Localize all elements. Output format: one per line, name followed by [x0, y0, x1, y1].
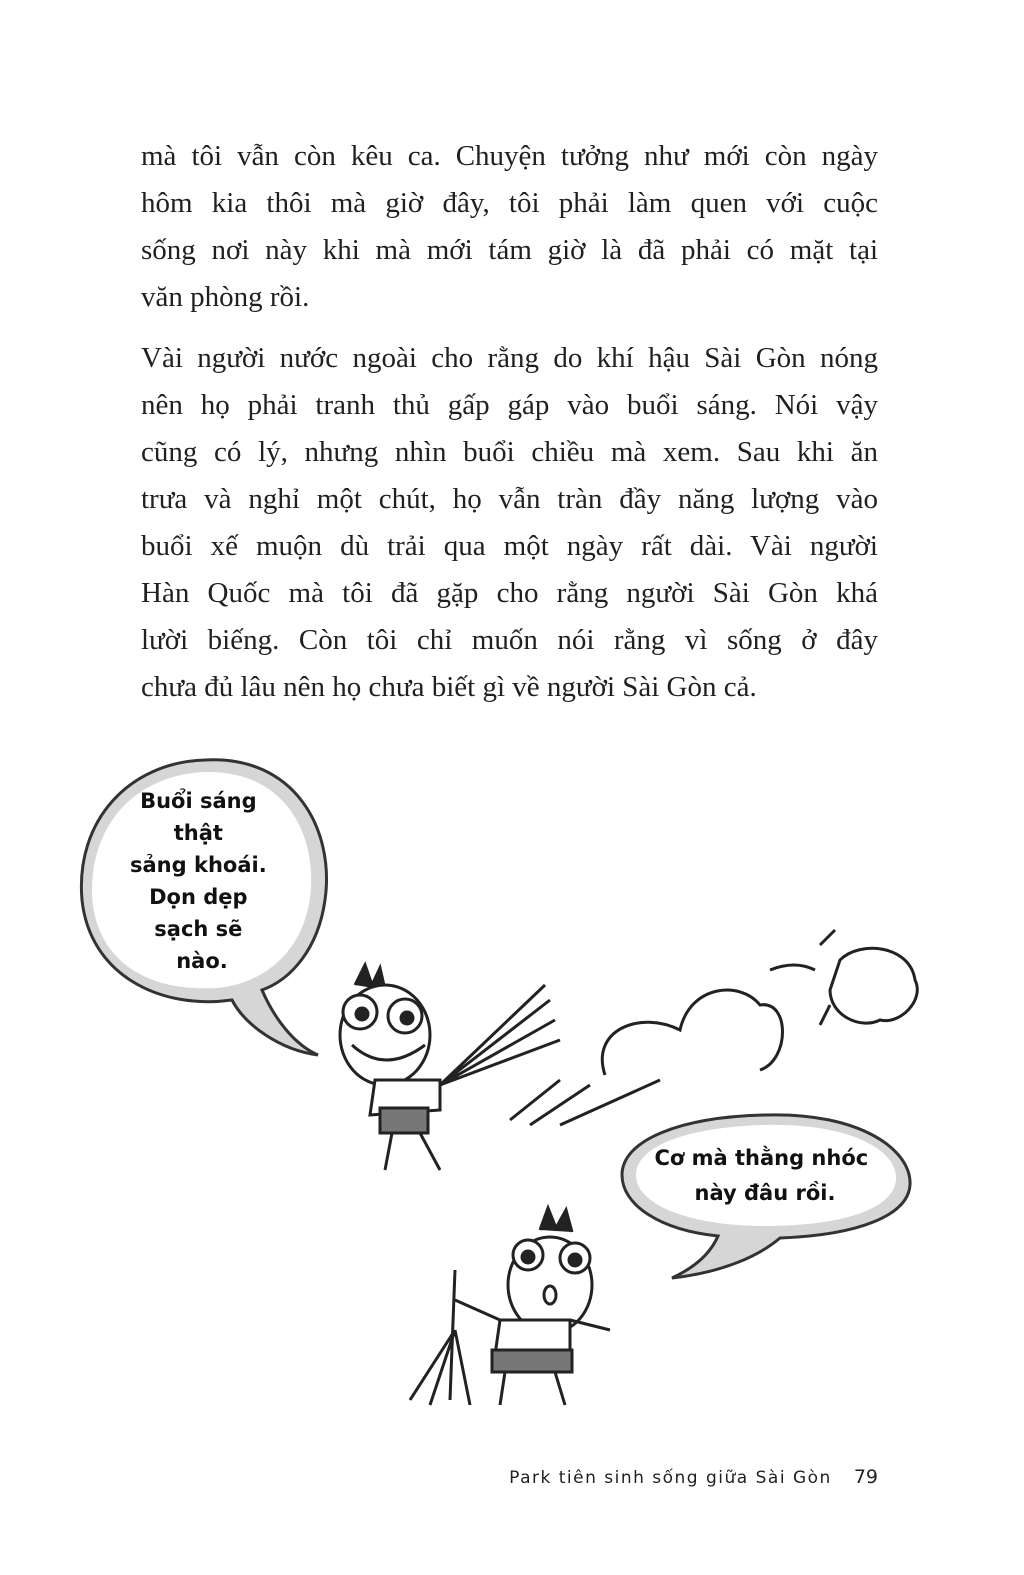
boy-looking-figure — [410, 1208, 610, 1405]
text-line: buổi xế muộn dù trải qua một ngày rất dài. Vài người — [141, 530, 878, 562]
text-line: hôm kia thôi mà giờ đây, tôi phải làm quen với cuộc — [141, 187, 878, 219]
text-line: Hàn Quốc mà tôi đã gặp cho rằng người Sài Gòn khá — [141, 577, 878, 609]
text-line: lười biếng. Còn tôi chỉ muốn nói rằng vì sống ở đây — [141, 624, 878, 656]
text-line: văn phòng rồi. — [141, 281, 310, 313]
bubble-2-text: Cơ mà thằng nhóc này đâu rồi. — [654, 1146, 869, 1205]
text-line: Vài người nước ngoài cho rằng do khí hậu Sài Gòn nóng — [141, 342, 878, 374]
page-number: 79 — [853, 1466, 878, 1488]
text-line: mà tôi vẫn còn kêu ca. Chuyện tưởng như mới còn ngày — [141, 140, 878, 172]
text-line: cũng có lý, nhưng nhìn buổi chiều mà xem. Sau khi ăn — [141, 436, 878, 468]
page-footer — [0, 1466, 878, 1488]
text-line: nên họ phải tranh thủ gấp gáp vào buổi sáng. Nói vậy — [141, 389, 878, 421]
speech-bubble-1 — [81, 760, 326, 1055]
text-line: sống nơi này khi mà mới tám giờ là đã phải có mặt tại — [141, 234, 878, 266]
book-title: Park tiên sinh sống giữa Sài Gòn — [509, 1468, 832, 1488]
text-line: trưa và nghỉ một chút, họ vẫn tràn đầy năng lượng vào — [141, 483, 878, 515]
text-line: chưa đủ lâu nên họ chưa biết gì về người Sài Gòn cả. — [141, 671, 757, 703]
bubble-1-text: Buổi sáng thật sảng khoái. Dọn dẹp sạch sẽ nào. — [130, 789, 267, 973]
speech-bubble-2 — [622, 1115, 910, 1278]
